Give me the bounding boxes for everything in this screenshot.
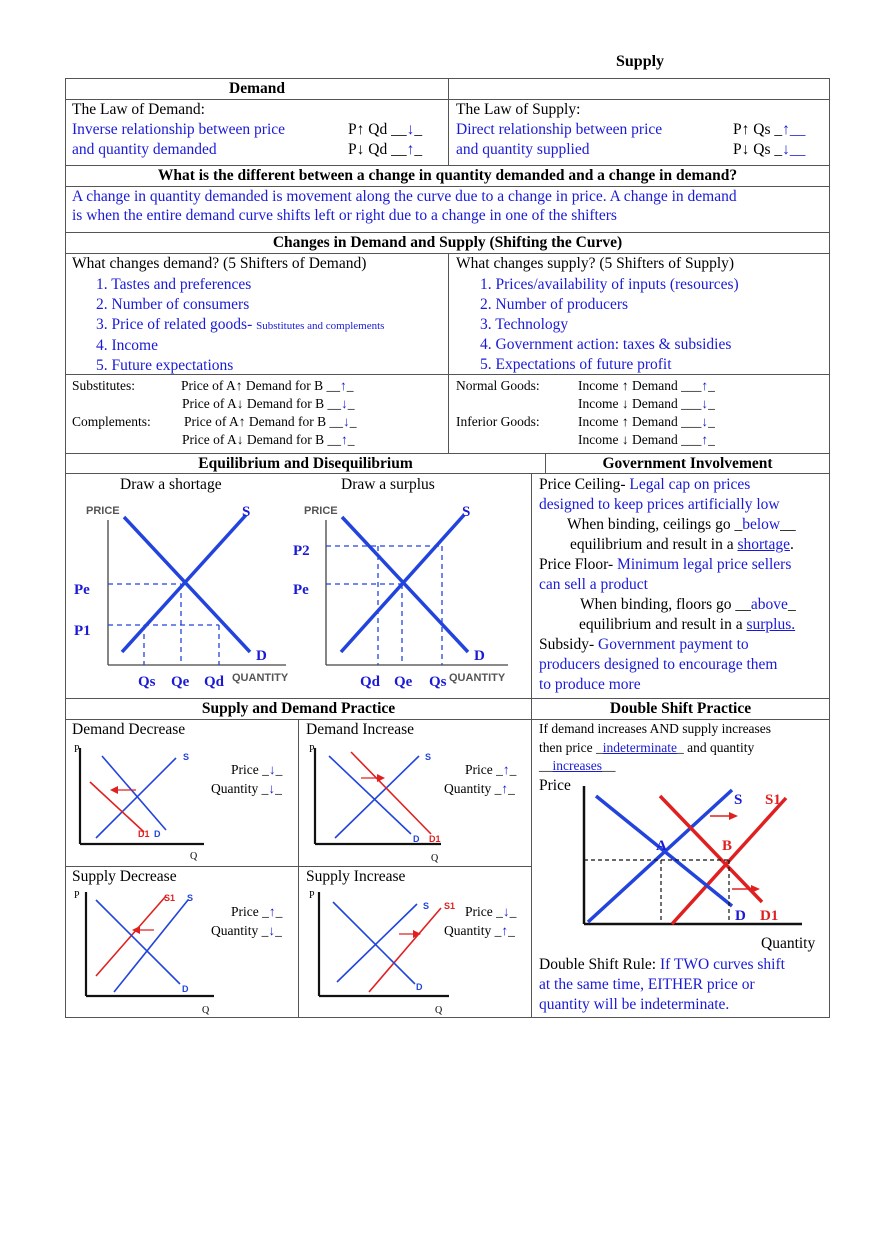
shortage-price-axis-label: PRICE (86, 505, 120, 517)
surplus-pe-label: Pe (293, 582, 309, 598)
demand-increase-price-tail: _ (509, 762, 517, 777)
supply-increase-quantity-label: Quantity _ (444, 923, 502, 938)
inferior-rule-up-tail: _ (708, 414, 715, 429)
substitutes-rule-up (181, 377, 353, 395)
complements-rule-up-text: Price of A↑ Demand for B __ (184, 414, 343, 429)
practice-header: Supply and Demand Practice (201, 700, 396, 717)
inferior-rule-down-answer: ↑ (701, 432, 709, 447)
supply-decrease-demand (96, 900, 180, 984)
demand-decrease-price-label: Price _ (231, 762, 269, 777)
normal-rule-up-tail: _ (708, 378, 715, 393)
demand-decrease-quantity-answer: ↓ (268, 781, 276, 796)
demand-decrease-quantity-tail: _ (275, 781, 282, 796)
supply-rule-down-pre: P↓ Qs _ (733, 141, 783, 158)
demand-shifter-item: 4. Income (96, 337, 158, 354)
ceiling-binding-line2-pre: equilibrium and result in a (570, 536, 738, 553)
double-shift-quantity-pre: __ (539, 758, 553, 773)
demand-decrease-graph (66, 738, 296, 866)
complements-rule-up-tail: _ (349, 414, 357, 429)
inferior-goods-label: Inferior Goods: (456, 414, 540, 429)
double-shift-rule-text2: at the same time, EITHER price or (539, 976, 755, 993)
shortage-pe-label: Pe (74, 582, 90, 598)
supply-increase-d-label: D (416, 982, 423, 992)
law-of-supply-line1: Direct relationship between price (456, 121, 663, 138)
demand-rule-down-post: _ (414, 141, 423, 158)
supply-increase-quantity (444, 923, 515, 939)
double-shift-rule-line1 (539, 955, 785, 975)
ceiling-binding-line2-post: . (789, 536, 794, 553)
supply-decrease-s1-label: S1 (164, 893, 176, 903)
demand-increase-price (465, 762, 516, 778)
inferior-rule-down (578, 431, 715, 449)
demand-increase-quantity-label: Quantity _ (444, 781, 502, 796)
shortage-graph (66, 495, 306, 695)
surplus-s-label: S (462, 504, 471, 520)
demand-increase-quantity-answer: ↑ (501, 781, 509, 796)
demand-increase-graph (299, 738, 529, 866)
supply-decrease-d-label: D (182, 984, 189, 994)
supply-increase-supply (337, 904, 417, 982)
supply-decrease-s-label: S (187, 893, 194, 903)
surplus-qd-label: Qd (360, 674, 381, 690)
supply-increase-quantity-tail: _ (508, 923, 515, 938)
subsidy-label: Subsidy- (539, 636, 595, 653)
supply-rule-down (733, 141, 805, 159)
demand-shifter-note: Substitutes and complements (256, 320, 385, 332)
demand-increase-supply (335, 756, 419, 838)
shifters-header: Changes in Demand and Supply (Shifting the Curve) (272, 234, 623, 251)
demand-rule-up-pre: P↑ Qd __ (348, 121, 407, 138)
surplus-qe-label: Qe (394, 674, 413, 690)
ceiling-result-answer: shortage (737, 536, 790, 553)
normal-rule-up-text: Income ↑ Demand ___ (578, 378, 702, 393)
supply-increase-price-answer: ↓ (502, 904, 510, 919)
difference-answer-line1: A change in quantity demanded is movement along the curve due to a change in price. A change in demand (72, 188, 737, 205)
ceiling-binding-line2 (570, 535, 794, 555)
double-shift-rule-text3: quantity will be indeterminate. (539, 996, 730, 1013)
double-shift-supply (588, 790, 732, 922)
substitutes-rule-up-text: Price of A↑ Demand for B __ (181, 378, 340, 393)
subsidy-definition-3: to produce more (539, 676, 641, 693)
demand-increase-title: Demand Increase (306, 721, 415, 738)
demand-rule-up-post: _ (414, 121, 423, 138)
substitutes-label: Substitutes: (72, 378, 136, 393)
law-of-demand-line2: and quantity demanded (72, 141, 217, 158)
supply-increase-demand (333, 902, 415, 984)
supply-decrease-price-tail: _ (275, 904, 283, 919)
demand-rule-down-answer: ↑ (406, 141, 415, 158)
price-floor-label: Price Floor- (539, 556, 614, 573)
demand-decrease-price (231, 762, 282, 778)
demand-shifter-item-text: 3. Price of related goods- (96, 316, 253, 333)
supply-decrease-p-axis: P (74, 890, 80, 901)
inferior-rule-up-text: Income ↑ Demand ___ (578, 414, 702, 429)
demand-increase-q-axis: Q (431, 853, 439, 864)
supply-decrease-quantity (211, 923, 282, 939)
complements-rule-down-tail: _ (347, 432, 355, 447)
supply-increase-price (465, 904, 516, 920)
demand-decrease-demand (102, 756, 166, 830)
price-ceiling-definition-2: designed to keep prices artificially low (539, 496, 780, 513)
floor-binding-line1-post: _ (787, 596, 796, 613)
normal-goods-label: Normal Goods: (456, 378, 540, 393)
demand-decrease-d-label: D (154, 829, 161, 839)
demand-header: Demand (229, 80, 285, 97)
demand-decrease-quantity-label: Quantity _ (211, 781, 269, 796)
price-ceiling (539, 475, 750, 495)
normal-rule-down-text: Income ↓ Demand ___ (578, 396, 702, 411)
demand-increase-quantity (444, 781, 515, 797)
floor-binding-line2 (579, 615, 795, 635)
ceiling-binding-line1 (567, 515, 796, 535)
floor-binding-answer: above (750, 596, 788, 613)
shortage-s-label: S (242, 504, 251, 520)
double-shift-rule-label: Double Shift Rule: (539, 956, 657, 973)
supply-increase-price-label: Price _ (465, 904, 503, 919)
supply-decrease-title: Supply Decrease (72, 868, 177, 885)
double-shift-price-answer: indeterminate (602, 740, 677, 755)
demand-rule-up (348, 121, 422, 139)
normal-rule-down-answer: ↓ (701, 396, 709, 411)
double-shift-price-axis-label: Price (539, 777, 571, 794)
double-shift-price-post: _ and quantity (676, 740, 755, 755)
inferior-rule-down-tail: _ (708, 432, 715, 447)
subsidy-definition-2: producers designed to encourage them (539, 656, 778, 673)
surplus-quantity-axis-label: QUANTITY (449, 672, 506, 684)
supply-shifters-title: What changes supply? (5 Shifters of Supply) (456, 255, 735, 272)
floor-binding-line1-pre: When binding, floors go __ (580, 596, 751, 613)
normal-rule-up (578, 377, 715, 395)
price-floor-definition-2: can sell a product (539, 576, 648, 593)
supply-shifters-list (480, 275, 739, 375)
supply-shifter-item: 3. Technology (480, 316, 569, 333)
double-shift-question-line3 (539, 758, 615, 774)
supply-decrease-price-answer: ↑ (268, 904, 276, 919)
demand-shifters-list (96, 275, 384, 376)
price-ceiling-label: Price Ceiling- (539, 476, 626, 493)
law-of-supply-line2: and quantity supplied (456, 141, 590, 158)
supply-decrease-q-axis: Q (202, 1005, 210, 1016)
demand-increase-d-label: D (413, 834, 420, 844)
demand-increase-s-label: S (425, 752, 432, 762)
demand-increase-demand-shift (351, 752, 431, 834)
shortage-demand-curve (124, 517, 250, 652)
supply-decrease-price (231, 904, 282, 920)
page-title: Supply (616, 53, 665, 70)
supply-decrease-quantity-tail: _ (275, 923, 282, 938)
double-shift-d1-label: D1 (760, 908, 779, 924)
ceiling-binding-answer: below (742, 516, 781, 533)
supply-shifter-item: 5. Expectations of future profit (480, 356, 672, 373)
government-header: Government Involvement (602, 455, 773, 472)
supply-increase-s-label: S (423, 901, 430, 911)
floor-binding-line1 (580, 595, 796, 615)
price-ceiling-definition: Legal cap on prices (629, 476, 751, 493)
supply-increase-price-tail: _ (509, 904, 517, 919)
difference-question: What is the different between a change in quantity demanded and a change in demand? (157, 167, 738, 184)
supply-shifter-item: 1. Prices/availability of inputs (resources) (480, 276, 739, 293)
inferior-rule-up (578, 413, 715, 431)
shortage-title: Draw a shortage (120, 476, 222, 493)
demand-rule-down (348, 141, 422, 159)
demand-decrease-q-axis: Q (190, 851, 198, 862)
shortage-qe-label: Qe (171, 674, 190, 690)
supply-increase-supply-shift (369, 908, 441, 992)
equilibrium-header: Equilibrium and Disequilibrium (198, 455, 413, 472)
demand-increase-p-axis: P (309, 744, 315, 755)
complements-rule-down (182, 431, 354, 449)
supply-decrease-quantity-label: Quantity _ (211, 923, 269, 938)
shortage-qd-label: Qd (204, 674, 225, 690)
floor-binding-line2-pre: equilibrium and result in a (579, 616, 747, 633)
double-shift-rule-text1: If TWO curves shift (659, 956, 785, 973)
inferior-rule-down-text: Income ↓ Demand ___ (578, 432, 702, 447)
double-shift-b-label: B (722, 838, 733, 854)
demand-increase-demand (329, 756, 411, 834)
price-floor-definition: Minimum legal price sellers (617, 556, 792, 573)
price-floor (539, 555, 791, 575)
double-shift-question-line1: If demand increases AND supply increases (539, 721, 772, 736)
complements-rule-down-answer: ↑ (340, 432, 348, 447)
complements-rule-up-answer: ↓ (342, 414, 350, 429)
demand-decrease-s-label: S (183, 752, 190, 762)
double-shift-d-label: D (735, 908, 746, 924)
supply-increase-q-axis: Q (435, 1005, 443, 1016)
demand-shifter-item: 5. Future expectations (96, 357, 234, 374)
supply-increase-quantity-answer: ↑ (501, 923, 509, 938)
complements-label: Complements: (72, 414, 151, 429)
supply-decrease-price-label: Price _ (231, 904, 269, 919)
supply-rule-up (733, 121, 805, 139)
difference-answer-line2: is when the entire demand curve shifts left or right due to a change in one of the shifters (72, 207, 617, 224)
supply-increase-s1-label: S1 (444, 901, 456, 911)
subsidy (539, 635, 749, 655)
normal-rule-down-tail: _ (708, 396, 715, 411)
demand-shifter-item: 2. Number of consumers (96, 296, 250, 313)
surplus-price-axis-label: PRICE (304, 505, 338, 517)
double-shift-graph (572, 782, 828, 952)
law-of-demand-line1: Inverse relationship between price (72, 121, 286, 138)
demand-decrease-quantity (211, 781, 282, 797)
law-of-demand-title: The Law of Demand: (72, 101, 205, 118)
complements-rule-down-text: Price of A↓ Demand for B __ (182, 432, 341, 447)
substitutes-rule-up-answer: ↑ (339, 378, 347, 393)
surplus-d-label: D (474, 648, 485, 664)
demand-shifter-item (96, 315, 384, 336)
supply-rule-up-pre: P↑ Qs _ (733, 121, 783, 138)
demand-increase-price-answer: ↑ (502, 762, 510, 777)
inferior-rule-up-answer: ↓ (701, 414, 709, 429)
demand-decrease-p-axis: P (74, 744, 80, 755)
supply-rule-up-answer: ↑__ (782, 121, 806, 138)
double-shift-demand-shift (660, 796, 762, 902)
substitutes-rule-down-text: Price of A↓ Demand for B __ (182, 396, 341, 411)
ceiling-binding-line1-pre: When binding, ceilings go _ (567, 516, 743, 533)
shortage-qs-label: Qs (138, 674, 156, 690)
substitutes-rule-up-tail: _ (346, 378, 354, 393)
demand-increase-d1-label: D1 (429, 834, 441, 844)
surplus-p2-label: P2 (293, 543, 310, 559)
demand-rule-up-answer: ↓ (406, 121, 415, 138)
floor-result-answer: surplus. (746, 616, 796, 633)
demand-increase-price-label: Price _ (465, 762, 503, 777)
demand-decrease-price-answer: ↓ (268, 762, 276, 777)
supply-shifter-item: 4. Government action: taxes & subsidies (480, 336, 732, 353)
surplus-graph (286, 495, 526, 695)
law-of-supply-title: The Law of Supply: (456, 101, 581, 118)
double-shift-quantity-post: __ (601, 758, 616, 773)
double-shift-price-pre: then price _ (539, 740, 603, 755)
double-shift-quantity-answer: increases (552, 758, 602, 773)
double-shift-s1-label: S1 (765, 792, 781, 808)
normal-rule-down (578, 395, 715, 413)
double-shift-quantity-axis-label: Quantity (761, 935, 816, 952)
demand-decrease-price-tail: _ (275, 762, 283, 777)
demand-rule-down-pre: P↓ Qd __ (348, 141, 407, 158)
double-shift-s-label: S (734, 792, 743, 808)
substitutes-rule-down-tail: _ (347, 396, 355, 411)
shortage-d-label: D (256, 648, 267, 664)
demand-increase-quantity-tail: _ (508, 781, 515, 796)
double-shift-question-line2 (539, 740, 754, 756)
substitutes-rule-down (182, 395, 354, 413)
double-shift-a-label: A (656, 838, 667, 854)
complements-rule-up (184, 413, 356, 431)
surplus-qs-label: Qs (429, 674, 447, 690)
supply-shifter-item: 2. Number of producers (480, 296, 629, 313)
supply-rule-down-answer: ↓__ (782, 141, 806, 158)
demand-decrease-title: Demand Decrease (72, 721, 186, 738)
supply-decrease-quantity-answer: ↓ (268, 923, 276, 938)
supply-increase-title: Supply Increase (306, 868, 406, 885)
ceiling-binding-line1-post: __ (780, 516, 796, 533)
subsidy-definition: Government payment to (598, 636, 749, 653)
shortage-quantity-axis-label: QUANTITY (232, 672, 289, 684)
demand-decrease-d1-label: D1 (138, 829, 150, 839)
demand-shifter-item: 1. Tastes and preferences (96, 276, 252, 293)
demand-shifters-title: What changes demand? (5 Shifters of Demand) (72, 255, 367, 272)
shortage-p1-label: P1 (74, 623, 91, 639)
surplus-title: Draw a surplus (341, 476, 435, 493)
double-shift-header: Double Shift Practice (609, 700, 752, 717)
normal-rule-up-answer: ↑ (701, 378, 709, 393)
supply-increase-p-axis: P (309, 890, 315, 901)
substitutes-rule-down-answer: ↓ (340, 396, 348, 411)
